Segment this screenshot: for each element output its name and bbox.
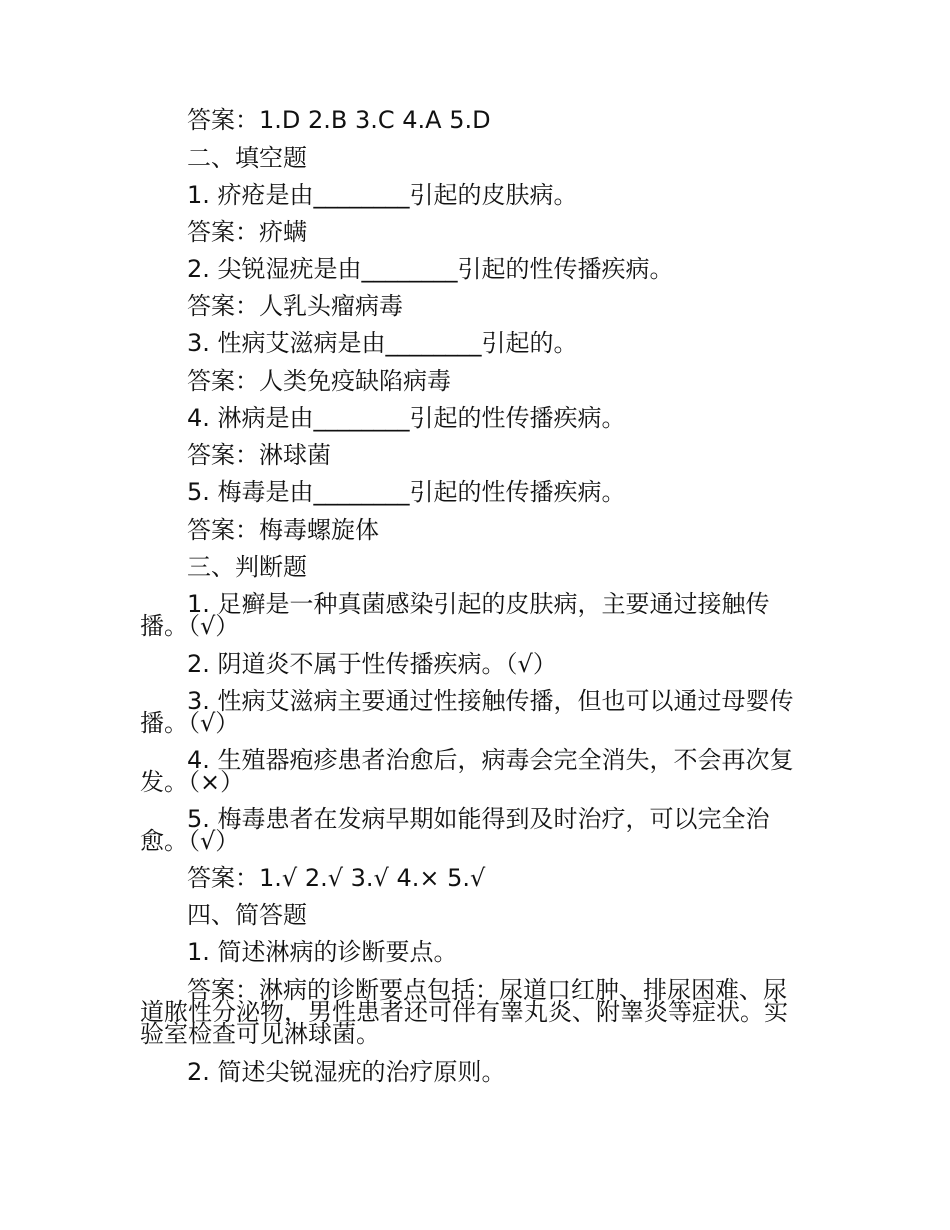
tf-question-5-cont: 愈。（√） [140,827,240,855]
fill-question-3: 3. 性病艾滋病是由________引起的。 [187,329,578,357]
short-answer-1-line-2: 道脓性分泌物，男性患者还可伴有睾丸炎、附睾炎等症状。实 [140,998,788,1026]
short-answer-1-line-1: 答案：淋病的诊断要点包括：尿道口红肿、排尿困难、尿 [187,976,787,1004]
short-question-2: 2. 简述尖锐湿疣的治疗原则。 [187,1058,506,1086]
fill-answer-5: 答案：梅毒螺旋体 [187,516,379,544]
tf-question-2: 2. 阴道炎不属于性传播疾病。（√） [187,650,557,678]
fill-question-1: 1. 疥疮是由________引起的皮肤病。 [187,181,578,209]
fill-question-5: 5. 梅毒是由________引起的性传播疾病。 [187,478,626,506]
answer-line-mcq: 答案：1.D 2.B 3.C 4.A 5.D [187,106,491,134]
tf-question-4: 4. 生殖器疱疹患者治愈后，病毒会完全消失，不会再次复 [187,746,794,774]
short-answer-1-line-3: 验室检查可见淋球菌。 [140,1020,380,1048]
fill-answer-2: 答案：人乳头瘤病毒 [187,292,403,320]
tf-question-5: 5. 梅毒患者在发病早期如能得到及时治疗，可以完全治 [187,805,770,833]
section-heading-short-answer: 四、简答题 [187,901,307,929]
tf-question-1-cont: 播。（√） [140,612,240,640]
fill-answer-3: 答案：人类免疫缺陷病毒 [187,367,451,395]
fill-answer-1: 答案：疥螨 [187,218,307,246]
section-heading-fill-in: 二、填空题 [187,144,307,172]
tf-question-4-cont: 发。（×） [140,768,245,796]
tf-question-3-cont: 播。（√） [140,709,240,737]
section-heading-true-false: 三、判断题 [187,553,307,581]
fill-answer-4: 答案：淋球菌 [187,441,331,469]
tf-answer-line: 答案：1.√ 2.√ 3.√ 4.× 5.√ [187,864,486,892]
fill-question-4: 4. 淋病是由________引起的性传播疾病。 [187,404,626,432]
tf-question-1: 1. 足癣是一种真菌感染引起的皮肤病，主要通过接触传 [187,590,770,618]
short-question-1: 1. 简述淋病的诊断要点。 [187,938,458,966]
fill-question-2: 2. 尖锐湿疣是由________引起的性传播疾病。 [187,255,674,283]
tf-question-3: 3. 性病艾滋病主要通过性接触传播，但也可以通过母婴传 [187,687,794,715]
